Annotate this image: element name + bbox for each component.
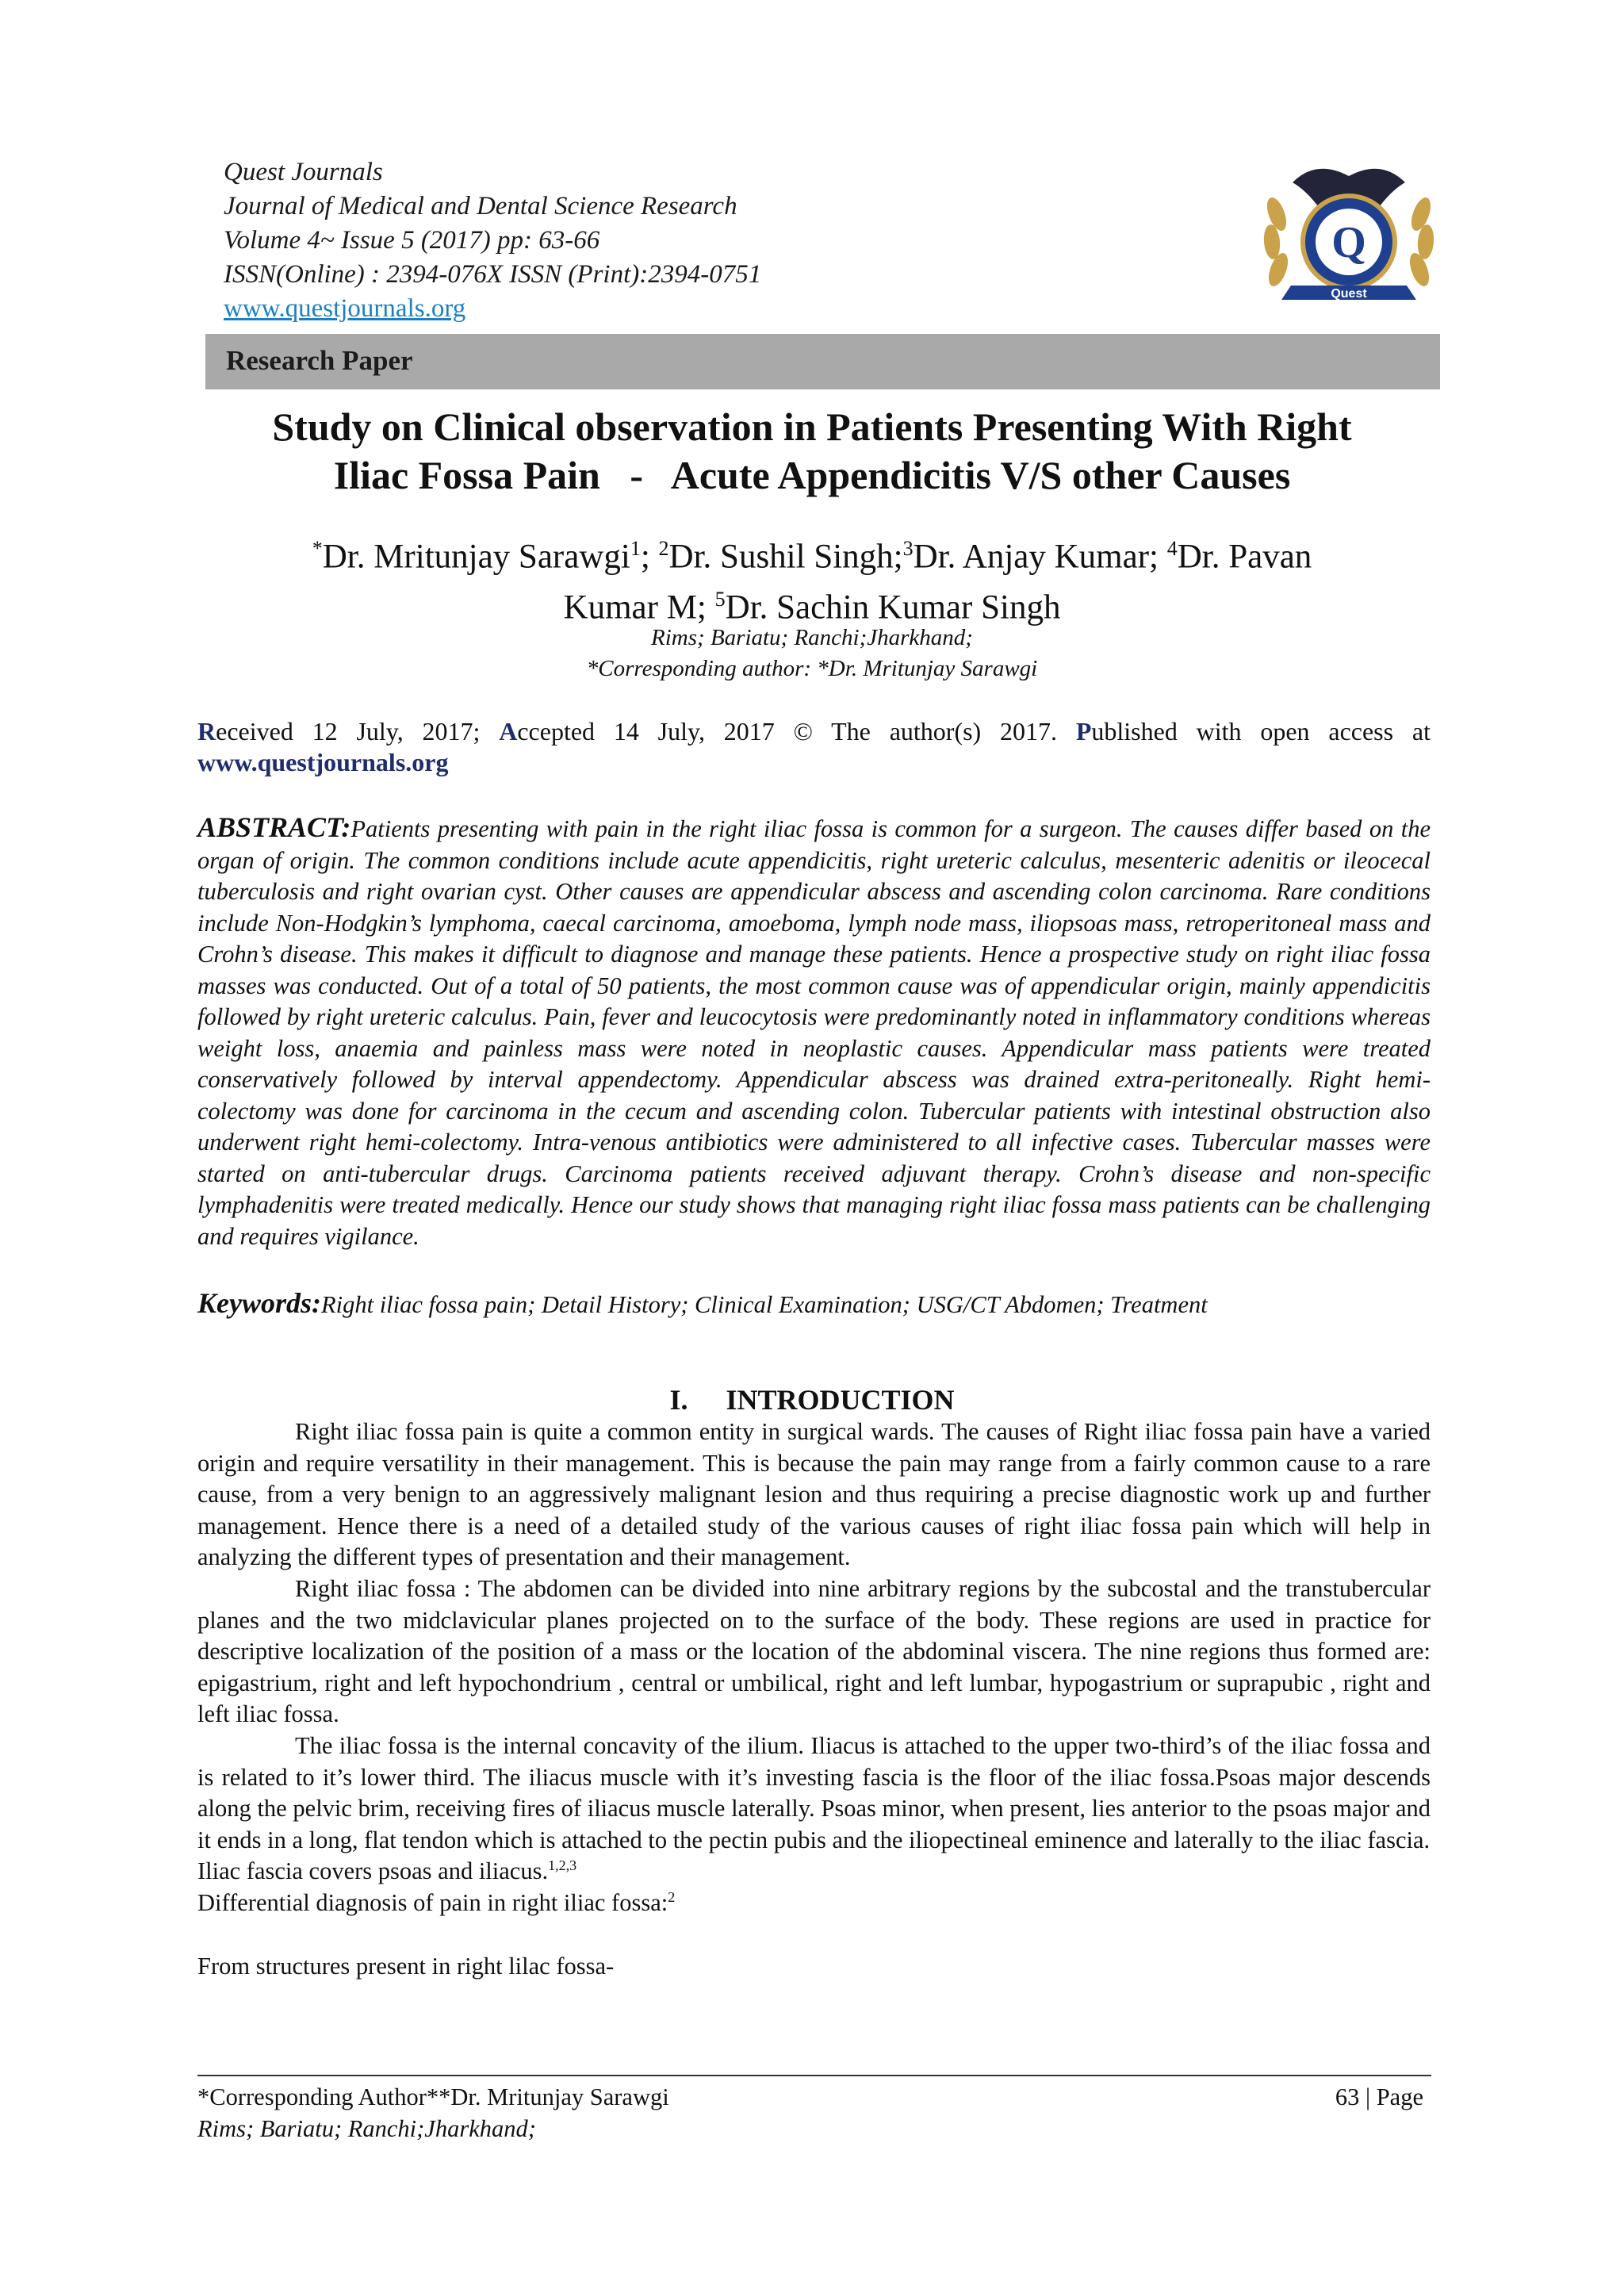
footer-corresponding: *Corresponding Author**Dr. Mritunjay Sarawgi	[197, 2083, 669, 2110]
corresponding-author: *Corresponding author: *Dr. Mritunjay Sarawgi	[586, 656, 1038, 681]
introduction-body	[197, 1416, 1431, 1982]
author-4: Dr. Pavan	[1177, 538, 1312, 576]
corresponding-mark: *	[312, 537, 323, 560]
quest-logo-icon	[1261, 159, 1437, 314]
author-4-cont: Kumar M;	[563, 588, 715, 627]
received-date: eceived 12 July, 2017;	[216, 717, 500, 746]
citation-sup: 2	[668, 1888, 676, 1905]
journal-volume: Volume 4~ Issue 5 (2017) pp: 63-66	[224, 226, 600, 255]
author-1-affil: 1	[630, 537, 641, 560]
author-3-affil: 3	[902, 537, 914, 560]
author-list: *Dr. Mritunjay Sarawgi$^1$; $^2$Dr. Sushil Singh;$^3$Dr. Anjay Kumar; $^4$Dr. Pavan Kumar M; $^5$Dr. Sachin Kumar Singh	[312, 537, 1312, 627]
citation-sup: 1,2,3	[548, 1857, 577, 1874]
affiliation: Rims; Bariatu; Ranchi;Jharkhand;	[651, 625, 973, 650]
published-initial: P	[1075, 717, 1092, 746]
logo-text: Quest	[1331, 287, 1367, 301]
author-5: Dr. Sachin Kumar Singh	[725, 588, 1061, 627]
intro-paragraph-5	[197, 1888, 1431, 1919]
author-2-affil: 2	[658, 537, 669, 560]
title-line-1: Study on Clinical observation in Patients Presenting With Right	[272, 404, 1352, 449]
title-line-2: Iliac Fossa Pain - Acute Appendicitis V/S other Causes	[333, 453, 1291, 497]
intro-paragraph-3: The iliac fossa is the internal concavity of the ilium. Iliacus is attached to the upper two-third’s of the iliac fossa and is related to it’s lower third. The iliacus muscle with it’s investing fascia is the floor of the iliac fossa.Psoas major descends along the pelvic brim, receiving fires of iliacus muscle laterally. Psoas minor, when present, lies anterior to the psoas major and it ends in a long, flat tendon which is attached to the pectin pubis and the iliopectineal eminence and laterally to the iliac fascia.	[197, 1731, 1431, 1853]
keywords-label: Keywords:	[197, 1287, 321, 1319]
journal-url-link[interactable]: www.questjournals.org	[224, 294, 466, 323]
intro-p4-text: Iliac fascia covers psoas and iliacus.	[197, 1857, 549, 1885]
published-note: ublished with open access at	[1091, 717, 1431, 746]
logo-monogram: Q	[1331, 218, 1366, 267]
footer-rule	[197, 2075, 1431, 2076]
section-label: Research Paper	[226, 345, 413, 376]
footer-affiliation: Rims; Bariatu; Ranchi;Jharkhand;	[197, 2115, 536, 2142]
abstract-label: ABSTRACT:	[197, 811, 351, 843]
author-1: Dr. Mritunjay Sarawgi	[322, 538, 630, 576]
paper-title	[159, 403, 1465, 500]
section-title: INTRODUCTION	[726, 1384, 955, 1416]
affiliation-block	[159, 623, 1465, 684]
footer-left	[197, 2081, 669, 2145]
author-3: Dr. Anjay Kumar;	[913, 538, 1167, 576]
keywords	[197, 1287, 1431, 1320]
accepted-date: ccepted 14 July, 2017 © The author(s) 2017.	[517, 717, 1076, 746]
section-heading-introduction	[159, 1383, 1465, 1416]
intro-paragraph-6: From structures present in right lilac fossa-	[197, 1952, 615, 1980]
page-number: 63 | Page	[1335, 2083, 1423, 2110]
dates-url[interactable]: www.questjournals.org	[197, 748, 449, 776]
accepted-initial: A	[499, 717, 518, 746]
author-5-affil: 5	[714, 588, 726, 611]
section-label-bar	[205, 334, 1440, 389]
intro-paragraph-1: Right iliac fossa pain is quite a common entity in surgical wards. The causes of Right iliac fossa pain have a varied origin and require versatility in their management. This is because the pain may range from a fairly common cause to a rare cause, from a very benign to an aggressively malignant lesion and thus requiring a precise diagnostic work up and further management. Hence there is a need of a detailed study of the various causes of right iliac fossa pain which will help in analyzing the different types of presentation and their management.	[197, 1418, 1431, 1571]
section-number: I.	[669, 1384, 688, 1416]
journal-name: Journal of Medical and Dental Science Research	[224, 192, 737, 220]
author-2: Dr. Sushil Singh;	[668, 538, 903, 576]
journal-publisher: Quest Journals	[224, 158, 383, 186]
intro-paragraph-4	[197, 1856, 1431, 1888]
journal-header	[224, 155, 761, 326]
intro-p5-text: Differential diagnosis of pain in right iliac fossa:	[197, 1888, 668, 1916]
keywords-text: Right iliac fossa pain; Detail History; Clinical Examination; USG/CT Abdomen; Treatment	[321, 1291, 1208, 1318]
intro-paragraph-2: Right iliac fossa : The abdomen can be divided into nine arbitrary regions by the subcostal and the transtubercular planes and the two midclavicular planes projected on to the surface of the body. These regions are used in practice for descriptive localization of the position of a mass or the location of the abdominal viscera. The nine regions thus formed are: epigastrium, right and left hypochondrium , central or umbilical, right and left lumbar, hypogastrium or suprapubic , right and left iliac fossa.	[197, 1574, 1431, 1728]
received-initial: R	[197, 717, 216, 746]
journal-issn: ISSN(Online) : 2394-076X ISSN (Print):2394-0751	[224, 260, 762, 289]
author-4-affil: 4	[1166, 537, 1178, 560]
publication-dates	[197, 716, 1431, 778]
abstract-text: Patients presenting with pain in the right iliac fossa is common for a surgeon. The causes differ based on the organ of origin. The common conditions include acute appendicitis, right ureteric calculus, mesenteric adenitis or ileocecal tuberculosis and right ovarian cyst. Other causes are appendicular abscess and ascending colon carcinoma. Rare conditions include Non-Hodgkin’s lymphoma, caecal carcinoma, amoeboma, lymph node mass, iliopsoas mass, retroperitoneal mass and Crohn’s disease. This makes it difficult to diagnose and manage these patients. Hence a prospective study on right iliac fossa masses was conducted. Out of a total of 50 patients, the most common cause was of appendicular origin, mainly appendicitis followed by right ureteric calculus. Pain, fever and leucocytosis were predominantly noted in inflammatory conditions whereas weight loss, anaemia and painless mass were noted in neoplastic causes. Appendicular mass patients were treated conservatively followed by interval appendectomy. Appendicular abscess was drained extra-peritoneally. Right hemi-colectomy was done for carcinoma in the cecum and ascending colon. Tubercular patients with intestinal obstruction also underwent right hemi-colectomy. Intra-venous antibiotics were administered to all infective cases. Tubercular masses were started on anti-tubercular drugs. Carcinoma patients received adjuvant therapy. Crohn’s disease and non-specific lymphadenitis were treated medically. Hence our study shows that managing right iliac fossa mass patients can be challenging and requires vigilance.	[197, 815, 1431, 1250]
abstract	[197, 812, 1431, 1252]
